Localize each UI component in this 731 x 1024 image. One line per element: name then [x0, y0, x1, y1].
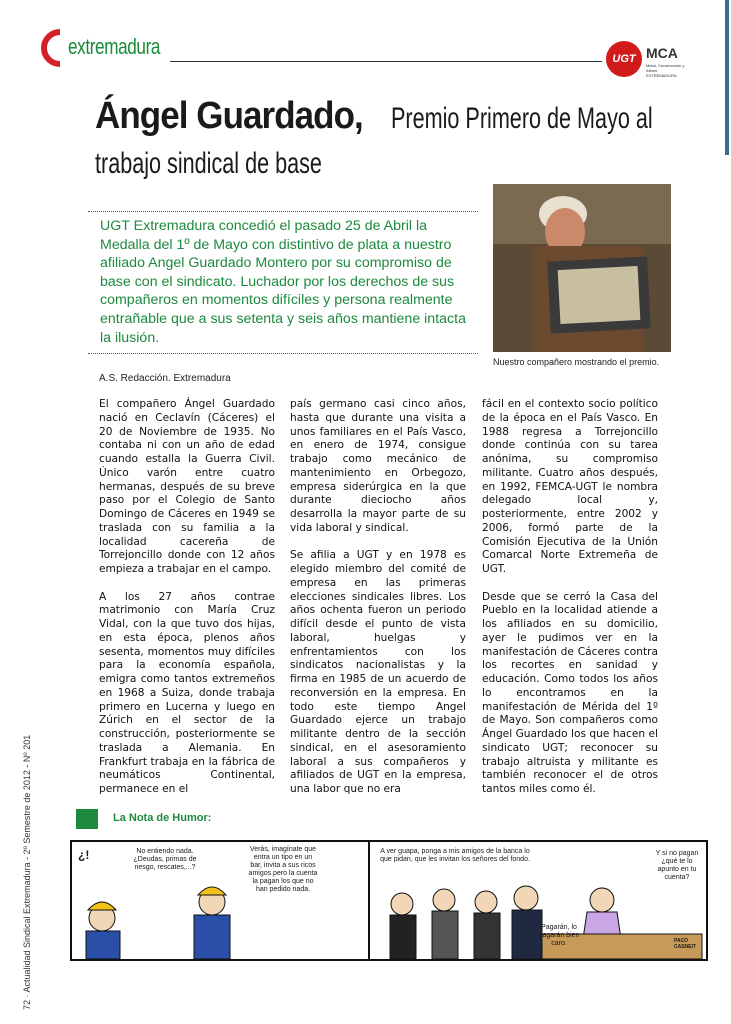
article-byline: A.S. Redacción. Extremadura	[99, 373, 231, 384]
article-lead: UGT Extremadura concedió el pasado 25 de Abril la Medalla del 1º de Mayo con distintivo de plata a nuestro afiliado Angel Guardado Montero por su compromiso de base con el sindicato. Luchador por los derechos de sus compañeros en momentos difíciles y persona realmente entrañable que a sus setenta y seis años mantiene intacta la ilusión.	[100, 218, 466, 346]
humor-marker	[76, 809, 98, 829]
paragraph: Se afilia a UGT y en 1978 es elegido miembro del comité de empresa en las primeras elecciones sindicales libres. Los años ochenta fueron un periodo difícil desde el punto de vista laboral, huelgas y enfrentamientos con los sindicatos nacionalistas y la firma en 1985 de un acuerdo de reconversión en la empresa. En todo este tiempo Angel Guardado ejerce un trabajo militante dentro de la sección sindical, en el asesoramiento laboral a sus compañeros y afiliados de UGT en la empresa, una labor que no era	[290, 549, 466, 795]
paragraph: fácil en el contexto socio político de la época en el País Vasco. En 1988 regresa a Torrejoncillo donde continúa con su tarea anónima, su compromiso militante. Cuatro años después, en 1992, FEMCA-UGT le nombra delegado local y, posteriormente, entre 2002 y 2006, formó parte de la Comisión Ejecutiva de la Unión Comarcal Norte Extremeña de UGT.	[482, 398, 658, 575]
headline-rest: Premio Primero de Mayo al	[390, 102, 653, 135]
lead-bottom-divider	[88, 353, 478, 354]
article-column-3	[482, 398, 658, 811]
comic-bubble: Y si no pagan ¿qué te lo apunto en tu cuenta?	[655, 850, 699, 881]
section-title: extremadura	[68, 34, 161, 59]
lead-top-divider	[88, 211, 478, 212]
humor-label: La Nota de Humor:	[113, 812, 212, 824]
section-arc-icon	[38, 28, 64, 68]
headline-name: Ángel Guardado,	[95, 95, 363, 137]
award-photo	[493, 184, 671, 352]
paragraph: Desde que se cerró la Casa del Pueblo en la localidad atiende a los afiliados en su domicilio, ayer le pudimos ver en la manifestación de Cáceres contra los recortes en sanidad y educación. Como todos los años lo encontramos en la manifestación de Mérida del 1º de Mayo. Son compañeros como Ángel Guardado los que hacen el sindicato UGT; reconocer su trabajo altruista y militante es también reconocer el de otros tantos miles como él.	[482, 590, 658, 795]
ugt-logo-text: UGT	[606, 41, 642, 77]
ugt-mca-logo	[606, 41, 686, 77]
photo-caption: Nuestro compañero mostrando el premio.	[493, 357, 660, 367]
paragraph: A los 27 años contrae matrimonio con María Cruz Vidal, con la que tuvo dos hijas, en esta época, plenos años sesenta, momentos muy difíciles para la economía española, emigra como tantos extremeños en 1968 a Suiza, donde trabaja primero en Lucerna y luego en Zúrich en el sector de la construcción, posteriormente se traslada a Alemania. En Frankfurt trabaja en la fábrica de neumáticos Continental, permanece en el	[99, 590, 275, 795]
article-column-2	[290, 398, 466, 811]
comic-bubble: Verás, imagínate que entra un tipo en un bar, invita a sus ricos amigos pero la cuenta la pagan los que no han pedido nada.	[248, 846, 318, 893]
article-column-1	[99, 398, 275, 811]
comic-bubble: A ver guapa, ponga a mis amigos de la banca lo que pidan, que les invitan los señores del fondo.	[380, 848, 530, 863]
comic-bubble: No entiendo nada. ¿Deudas, primas de riesgo, rescates,...?	[133, 848, 197, 871]
comic-signature: PACO CASNEIT	[674, 938, 696, 950]
headline-line2: trabajo sindical de base	[95, 147, 322, 180]
photo-illustration	[493, 184, 671, 352]
paragraph: país germano casi cinco años, hasta que durante una visita a unos familiares en el País Vasco, en enero de 1974, consigue trabajo como mecánico de mantenimiento en Orbegozo, empresa siderúrgica en la que durante dieciocho años desarrolla la mayor parte de su vida laboral y sindical.	[290, 398, 466, 534]
humor-comic-strip	[70, 840, 708, 961]
comic-bubble: Pagarán, lo pagarán bien caro.	[538, 924, 580, 947]
paragraph: El compañero Ángel Guardado nació en Ceclavín (Cáceres) el 20 de Noviembre de 1935. No contaba ni con un año de edad cuando estalla la Guerra Civil. Único varón entre cuatro hermanas, después de su breve paso por el Colegio de Santo Domingo de Cáceres en 1949 se traslada con su familia a la localidad cacereña de Torrejoncillo donde con 12 años empieza a trabajar en el campo.	[99, 398, 275, 575]
comic-bubble: ¿!	[78, 848, 90, 862]
header-rule	[170, 61, 602, 62]
mca-logo-subtext: Metal, Construcción y Afines EXTREMADURA	[646, 63, 685, 78]
mca-logo-text: MCA	[646, 45, 678, 61]
page-footer-side: 72 · Actualidad Sindical Extremadura - 2º Semestre de 2012 - Nº 201	[22, 734, 32, 1010]
